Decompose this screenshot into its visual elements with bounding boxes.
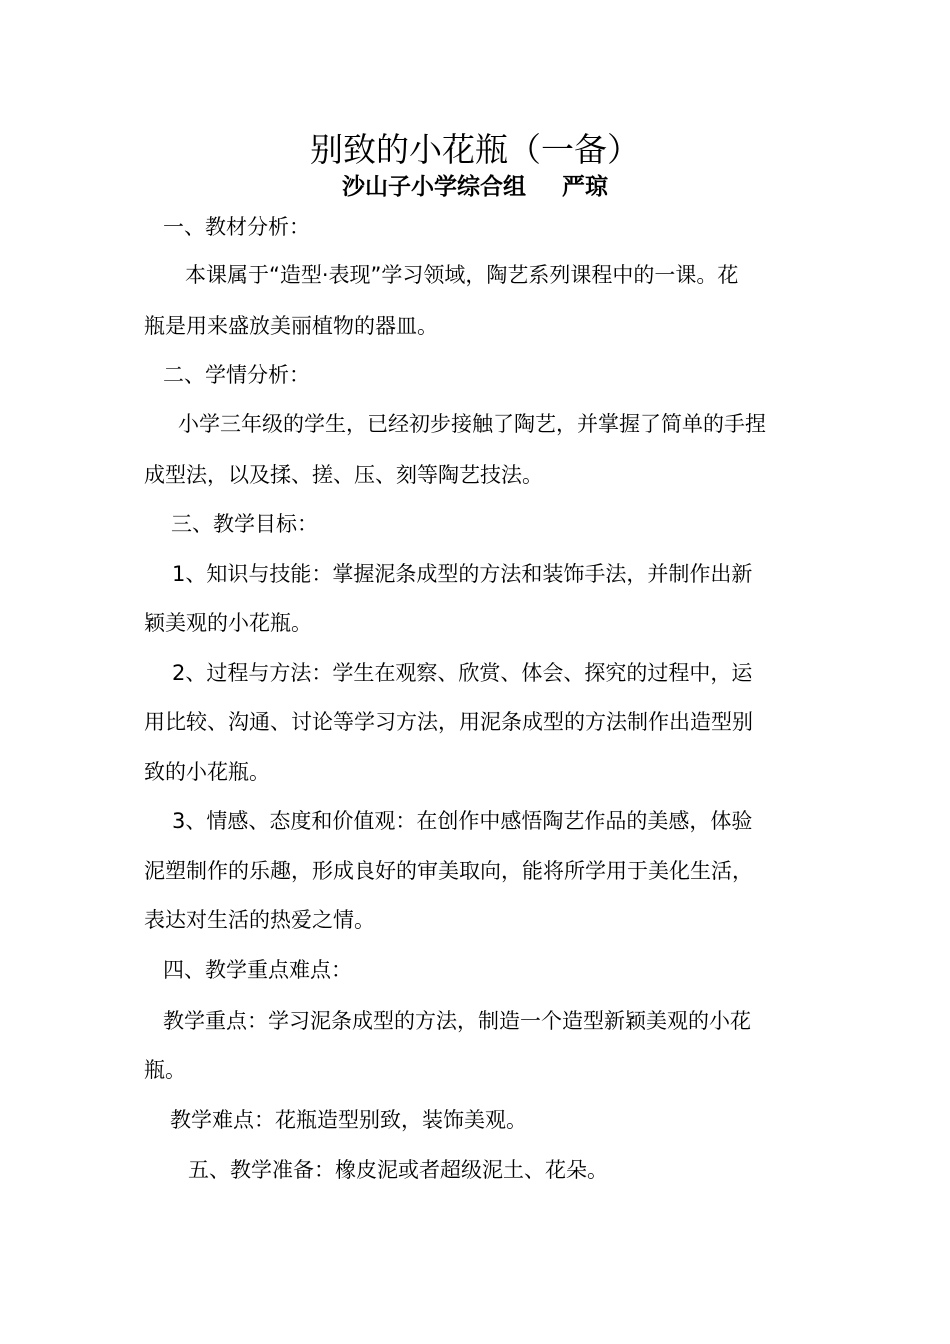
document-title: 别致的小花瓶（一备） — [310, 130, 640, 169]
section-heading-goals: 三、教学目标： — [171, 512, 318, 536]
section-heading-materials: 一、教材分析： — [163, 215, 310, 239]
document-byline — [0, 170, 950, 204]
paragraph-line: 表达对生活的热爱之情。 — [144, 908, 375, 932]
paragraph-line: 3、情感、态度和价值观：在创作中感悟陶艺作品的美感，体验 — [172, 809, 753, 833]
paragraph-line: 2、过程与方法：学生在观察、欣赏、体会、探究的过程中，运 — [172, 661, 753, 685]
section-heading-focus: 四、教学重点难点： — [163, 958, 352, 982]
school-name: 沙山子小学综合组 — [342, 174, 526, 200]
paragraph-line: 瓶是用来盛放美丽植物的器皿。 — [144, 314, 438, 338]
paragraph-line: 颖美观的小花瓶。 — [144, 611, 312, 635]
paragraph-line: 1、知识与技能：掌握泥条成型的方法和装饰手法，并制作出新 — [172, 562, 753, 586]
paragraph-line: 小学三年级的学生，已经初步接触了陶艺，并掌握了简单的手捏 — [178, 412, 766, 436]
paragraph-line: 教学难点：花瓶造型别致，装饰美观。 — [170, 1108, 527, 1132]
paragraph-line: 瓶。 — [144, 1058, 186, 1082]
section-heading-students: 二、学情分析： — [163, 363, 310, 387]
paragraph-line: 泥塑制作的乐趣，形成良好的审美取向，能将所学用于美化生活， — [144, 859, 753, 883]
author-name: 严琼 — [562, 174, 608, 200]
paragraph-line: 本课属于“造型·表现”学习领域，陶艺系列课程中的一课。花 — [185, 263, 739, 287]
paragraph-line: 成型法，以及揉、搓、压、刻等陶艺技法。 — [144, 463, 543, 487]
paragraph-line: 用比较、沟通、讨论等学习方法，用泥条成型的方法制作出造型别 — [144, 710, 753, 734]
paragraph-line: 致的小花瓶。 — [144, 760, 270, 784]
section-heading-preparation: 五、教学准备：橡皮泥或者超级泥土、花朵。 — [188, 1158, 608, 1182]
paragraph-line: 教学重点：学习泥条成型的方法，制造一个造型新颖美观的小花 — [163, 1009, 751, 1033]
